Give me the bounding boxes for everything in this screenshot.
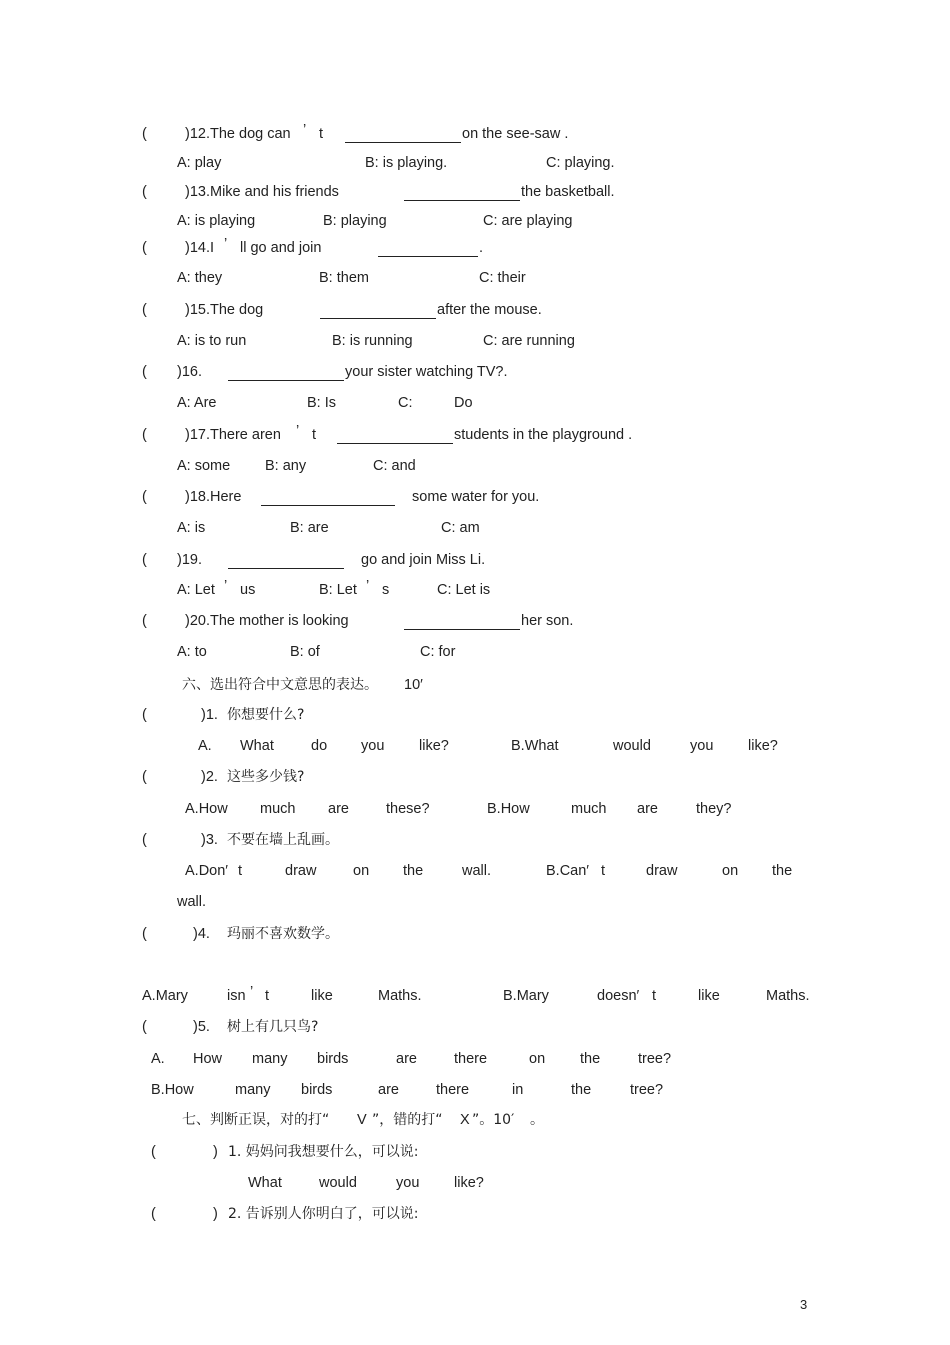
item-2-number: )2. [201,769,218,785]
question-12: )12.The dog can [185,126,291,142]
choice-word: t [238,863,243,879]
option-c: C: for [420,644,456,660]
question-text: the basketball. [521,184,615,200]
question-text: ll go and join [240,240,322,256]
question-text: students in the playground . [454,427,633,443]
choice-word: B.Mary [503,988,549,1004]
choice-word: many [252,1051,288,1067]
option-b: B: Let [319,582,357,598]
question-text: . [479,240,484,256]
question-text: after the mouse. [437,302,542,318]
item-4-chinese: 玛丽不喜欢数学。 [227,926,339,942]
option-a: A: is to run [177,333,247,349]
question-text: t [319,126,324,142]
answer-paren: ( [142,769,147,785]
option-a: A: some [177,458,231,474]
choice-word: on [529,1051,546,1067]
choice-word: there [436,1082,470,1098]
option-c-text: Do [454,395,473,411]
choice-word: are [637,801,658,817]
choice-word: you [361,738,385,754]
question-text: some water for you. [412,489,540,505]
choice-word: tree? [630,1082,664,1098]
answer-blank[interactable] [261,505,395,506]
choice-word: much [260,801,296,817]
choice-word: draw [285,863,317,879]
answer-blank[interactable] [378,256,478,257]
section-7-title-mid: ”，错的打“ [372,1112,443,1128]
answer-paren: ( [142,832,147,848]
answer-paren: ( [142,302,147,318]
choice-word: in [512,1082,524,1098]
choice-word: A.How [185,801,228,817]
choice-word: How [193,1051,223,1067]
question-text: t [312,427,317,443]
choice-word: do [311,738,328,754]
question-18: )18.Here [185,489,242,505]
check-mark-symbol: V [357,1112,367,1128]
choice-word: What [240,738,274,754]
choice-word: t [265,988,270,1004]
choice-word: Maths. [378,988,422,1004]
question-text: your sister watching TV?. [345,364,508,380]
section-6-score: 10′ [404,677,423,693]
answer-paren: ( [142,489,147,505]
judge-item-2: 2. 告诉别人你明白了，可以说: [228,1206,419,1222]
item-5-chinese: 树上有几只鸟? [227,1019,319,1035]
answer-blank[interactable] [228,380,344,381]
item-1-chinese: 你想要什么? [227,707,305,723]
answer-blank[interactable] [404,200,520,201]
choice-word: t [652,988,657,1004]
choice-word: the [571,1082,592,1098]
question-text: her son. [521,613,574,629]
choice-word: would [613,738,651,754]
judge-item-1: 1. 妈妈问我想要什么，可以说: [228,1144,419,1160]
choice-word: B.How [151,1082,194,1098]
option-c: C: are running [483,333,575,349]
choice-word: on [722,863,739,879]
answer-paren-close: ) [213,1144,218,1160]
answer-blank[interactable] [345,142,461,143]
choice-word: the [580,1051,601,1067]
question-14: )14.I [185,240,215,256]
choice-word: the [403,863,424,879]
option-b: B: of [290,644,320,660]
choice-word-wrap: wall. [177,894,207,910]
choice-word: would [319,1175,357,1191]
choice-word: many [235,1082,271,1098]
choice-word: tree? [638,1051,672,1067]
item-4-number: )4. [193,926,210,942]
answer-paren: ( [142,707,147,723]
option-b: B: are [290,520,329,536]
answer-paren: ( [142,364,147,380]
choice-word: are [396,1051,417,1067]
choice-word: on [353,863,370,879]
option-a: A: is [177,520,206,536]
option-c: C: am [441,520,480,536]
item-3-number: )3. [201,832,218,848]
option-c: C: are playing [483,213,573,229]
question-13: )13.Mike and his friends [185,184,339,200]
choice-word: the [772,863,793,879]
choice-word: you [690,738,714,754]
section-7-tail: 。 [530,1112,544,1128]
option-a: A: play [177,155,222,171]
option-c: C: [398,395,413,411]
choice-word: B.Can′ [546,863,590,879]
choice-word: like? [419,738,449,754]
option-b: B: playing [323,213,387,229]
option-a: A: Are [177,395,217,411]
item-2-chinese: 这些多少钱? [227,769,305,785]
option-b: B: is running [332,333,413,349]
section-7-title: 七、判断正误，对的打“ [182,1112,330,1128]
apostrophe: ’ [250,984,254,1000]
choice-word: you [396,1175,420,1191]
question-17: )17.There aren [185,427,281,443]
choice-word: A. [151,1051,165,1067]
choice-word: What [248,1175,282,1191]
answer-paren-close: ) [213,1206,218,1222]
choice-word: t [601,863,606,879]
answer-paren: ( [142,240,147,256]
section-7-score: ”。10′ [472,1112,515,1128]
option-a: A: Let [177,582,215,598]
answer-paren: ( [151,1144,156,1160]
answer-paren: ( [142,427,147,443]
choice-word: A.Don′ [185,863,229,879]
question-text: go and join Miss Li. [361,552,486,568]
question-15: )15.The dog [185,302,264,318]
answer-paren: ( [142,184,147,200]
choice-word: wall. [462,863,492,879]
answer-blank[interactable] [337,443,453,444]
option-b: B: any [265,458,307,474]
item-5-number: )5. [193,1019,210,1035]
question-16: )16. [177,364,202,380]
answer-paren: ( [151,1206,156,1222]
choice-word: draw [646,863,678,879]
answer-blank[interactable] [404,629,520,630]
option-a: A: is playing [177,213,256,229]
choice-word: are [328,801,349,817]
choice-word: birds [301,1082,333,1098]
choice-word: like? [454,1175,484,1191]
choice-word: Maths. [766,988,810,1004]
choice-word: like [311,988,333,1004]
question-19: )19. [177,552,202,568]
item-1-number: )1. [201,707,218,723]
option-c: C: Let is [437,582,491,598]
option-b: B: Is [307,395,337,411]
apostrophe: ’ [224,578,228,594]
choice-word: birds [317,1051,349,1067]
choice-word: they? [696,801,732,817]
choice-word: B.What [511,738,559,754]
choice-word: there [454,1051,488,1067]
answer-paren: ( [142,613,147,629]
option-b-text: s [382,582,390,598]
option-a-text: us [240,582,256,598]
choice-word: A.Mary [142,988,188,1004]
choice-word: like? [748,738,778,754]
answer-blank[interactable] [228,568,344,569]
option-a: A: to [177,644,207,660]
answer-paren: ( [142,926,147,942]
section-6-title: 六、选出符合中文意思的表达。 [182,677,378,693]
answer-blank[interactable] [320,318,436,319]
option-a: A: they [177,270,223,286]
option-b: B: them [319,270,369,286]
choice-word: B.How [487,801,530,817]
apostrophe: ’ [303,122,307,138]
apostrophe: ’ [366,578,370,594]
answer-paren: ( [142,126,147,142]
page-number: 3 [800,1297,808,1312]
choice-word: are [378,1082,399,1098]
choice-word: isn [227,988,246,1004]
option-c: C: playing. [546,155,615,171]
apostrophe: ’ [224,236,228,252]
option-c: C: their [479,270,526,286]
item-3-chinese: 不要在墙上乱画。 [227,832,339,848]
answer-paren: ( [142,552,147,568]
question-text: on the see-saw . [462,126,569,142]
choice-word: much [571,801,607,817]
choice-word: these? [386,801,430,817]
choice-word: A. [198,738,212,754]
choice-word: doesn′ [597,988,640,1004]
answer-paren: ( [142,1019,147,1035]
apostrophe: ’ [296,423,300,439]
option-b: B: is playing. [365,155,448,171]
choice-word: like [698,988,720,1004]
option-c: C: and [373,458,416,474]
cross-mark-symbol: X [460,1112,470,1128]
question-20: )20.The mother is looking [185,613,349,629]
